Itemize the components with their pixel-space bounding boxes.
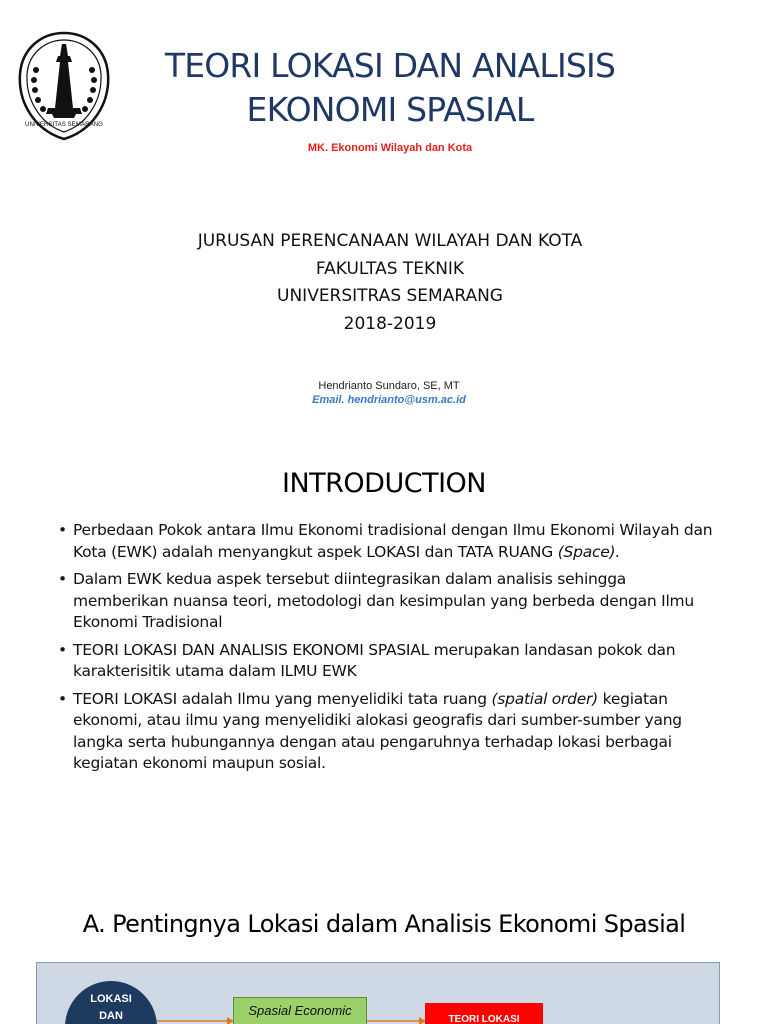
svg-text:UNIVERSITAS SEMARANG: UNIVERSITAS SEMARANG — [25, 121, 103, 128]
teori-lokasi-node: TEORI LOKASI — [425, 1003, 543, 1024]
department-block — [140, 228, 640, 338]
diagram-panel — [36, 962, 720, 1024]
bullet-item: • TEORI LOKASI DAN ANALISIS EKONOMI SPASIAL merupakan landasan pokok dan karakterisitik utama dalam ILMU EWK — [56, 640, 716, 683]
introduction-slide — [0, 440, 768, 872]
title-line-2: EKONOMI SPASIAL — [246, 90, 534, 129]
location-importance-slide — [0, 890, 768, 1024]
bullet-item: • TEORI LOKASI adalah Ilmu yang menyelidiki tata ruang (spatial order) kegiatan ekonomi, atau ilmu yang menyelidiki alokasi geografis dari sumber-sumber yang langka serta hubungannya dengan atau pengaruhnya terhadap lokasi berbagai kegiatan ekonomi maupun sosial. — [56, 689, 716, 775]
spatial-economic-node: Spasial Economic — [233, 997, 367, 1024]
dept-line: JURUSAN PERENCANAAN WILAYAH DAN KOTA — [197, 231, 583, 251]
author-email[interactable]: Email. hendrianto@usm.ac.id — [312, 394, 466, 406]
lokasi-node: LOKASI DAN — [65, 981, 157, 1024]
dept-line: 2018-2019 — [343, 313, 437, 334]
bullet-item: • Dalam EWK kedua aspek tersebut diintegrasikan dalam analisis sehingga memberikan nuansa teori, metodologi dan kesimpulan yang berbeda dengan Ilmu Ekonomi Tradisional — [56, 569, 716, 634]
university-seal-logo — [16, 30, 112, 142]
slide-title: A. Pentingnya Lokasi dalam Analisis Ekonomi Spasial — [82, 910, 686, 938]
slide-title — [130, 44, 650, 132]
slide-title: INTRODUCTION — [282, 468, 486, 499]
course-subtitle: MK. Ekonomi Wilayah dan Kota — [307, 142, 473, 154]
title-line-1: TEORI LOKASI DAN ANALISIS — [164, 46, 616, 85]
dept-line: FAKULTAS TEKNIK — [315, 258, 465, 279]
dept-line: UNIVERSITRAS SEMARANG — [277, 286, 503, 306]
author-block — [214, 379, 564, 407]
bullet-list — [56, 520, 716, 781]
bullet-item: • Perbedaan Pokok antara Ilmu Ekonomi tradisional dengan Ilmu Ekonomi Wilayah dan Kota (EWK) adalah menyangkut aspek LOKASI dan TATA RUANG (Space). — [56, 520, 716, 563]
author-name: Hendrianto Sundaro, SE, MT — [318, 380, 460, 392]
title-slide — [0, 0, 768, 432]
